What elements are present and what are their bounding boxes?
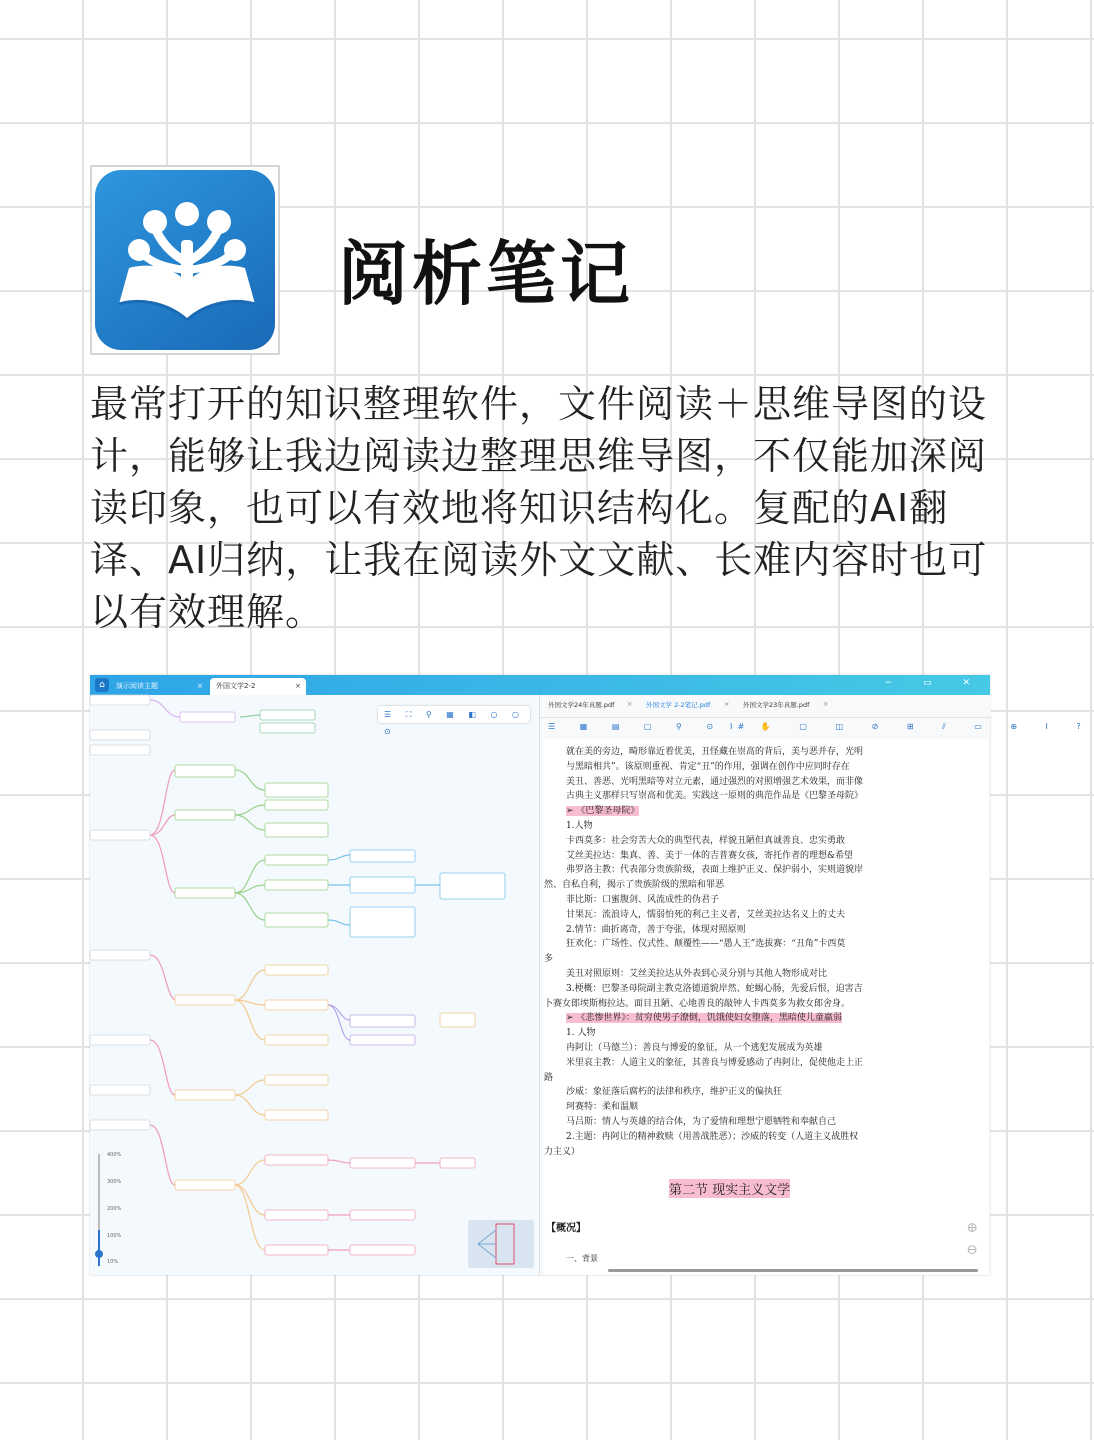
minimap-preview [468,1220,534,1268]
page-nav-icon[interactable]: ⊕ ⊖ [966,1220,978,1258]
pdf-text-line: 沙威：象征落后腐朽的法律和秩序，维护正义的偏执狂 [566,1087,783,1098]
close-icon[interactable]: × [197,682,203,690]
pdf-text-line: 米里哀主教：人道主义的象征，其善良与博爱感动了冉阿让，促使他走上正 [566,1057,864,1068]
app-logo [90,165,280,355]
pdf-text-line: 艾丝美拉达：集真、善、美于一体的吉普赛女孩，寄托作者的理想&希望 [566,850,854,861]
home-icon[interactable]: ⌂ [95,678,109,692]
pdf-text-line: 卜赛女郎埃斯梅拉达。面目丑陋、心地善良的敲钟人卡西莫多为救女郎舍身。 [544,998,851,1009]
zoom-label: 300% [107,1179,122,1185]
zoom-fill [98,1230,100,1266]
pdf-text-line: 2.主题：冉阿让的精神救赎（用善战胜恶）；沙威的转变（人道主义战胜权 [566,1131,859,1142]
pdf-text-line: 力主义） [544,1146,581,1157]
tab-literature[interactable] [210,678,306,695]
tab-label: 演示阅读主题 [116,682,158,690]
pdf-text-line: 美丑对照原则：艾丝美拉达从外表到心灵分别与其他人物形成对比 [566,969,828,979]
pdf-text-line: 卡西莫多：社会穷苦大众的典型代表，样貌丑陋但真诚善良、忠实勇敢 [566,835,846,846]
pdf-page [544,739,988,1275]
pdf-text-line: 与黑暗相共”。该原则重视、肯定“丑”的作用，强调在创作中应同时存在 [566,761,850,772]
window-controls[interactable]: − ▭ ✕ [884,678,984,688]
pdf-toolbar[interactable]: ☰ ▦ ▤ ▢ ⚲ ⊙ # [548,722,756,731]
pdf-text-line: 菲比斯：口蜜腹剑、风流成性的伪君子 [566,895,720,905]
pdf-text-line: 古典主义那样只写崇高和优美。实践这一原则的典范作品是《巴黎圣母院》 [566,791,864,802]
pdf-text-line: ➢ 《巴黎圣母院》 [566,806,640,817]
pdf-text-line: ➢ 《悲惨世界》：贫穷使男子潦倒，饥饿使妇女堕落，黑暗使儿童羸弱 [566,1013,842,1024]
section-heading: 第二节 现实主义文学 [669,1179,790,1198]
close-icon[interactable]: × [295,682,301,690]
horizontal-scrollbar[interactable] [608,1269,978,1272]
close-icon[interactable]: × [627,700,633,708]
pdf-text-line: 路 [544,1072,554,1083]
overview-heading: 【概况】 [546,1223,586,1234]
pdf-toolbar-right[interactable]: I ✋ ▢ ◫ ⊘ ⊞ ⫽ ▭ ⊕ I ? [730,722,1094,731]
pdf-text-line: 狂欢化：广场性、仪式性、颠覆性——“愚人王”选拔赛：“丑角”卡西莫 [566,939,846,950]
pdf-text-line: 然、自私自利，揭示了贵族阶级的黑暗和罪恶 [544,880,725,891]
pdf-text-line: 珂赛特：柔和温顺 [566,1102,639,1113]
app-title: 阅析笔记 [338,233,634,315]
mindmap-graph [90,695,539,1275]
pdf-text-line: 美丑、善恶、光明黑暗等对立元素，通过强烈的对照增强艺术效果，而非像 [566,776,864,787]
zoom-label: 10% [107,1259,119,1265]
window-titlebar [90,675,990,695]
close-icon[interactable]: × [724,700,730,708]
pdf-text-line: 冉阿让（马德兰）：善良与博爱的象征，从一个逃犯发展成为英雄 [566,1043,823,1053]
pdf-text-line: 2.情节：曲折离奇，善于夸张，体现对照原则 [566,924,746,935]
zoom-slider[interactable] [94,1150,134,1275]
mindmap-canvas[interactable] [90,695,539,1275]
pdf-text-line: 多 [544,954,554,965]
pdf-text-line: 甘果瓦：流浪诗人，懦弱怕死的利己主义者，艾丝美拉达名义上的丈夫 [566,909,846,920]
pdf-text-line: 弗罗洛主教：代表部分贵族阶级，表面上维护正义、保护弱小，实则道貌岸 [566,865,864,876]
app-description: 最常打开的知识整理软件，文件阅读＋思维导图的设计，能够让我边阅读边整理思维导图，不仅能加深阅读印象，也可以有效地将知识结构化。复配的AI翻译、AI归纳，让我在阅读外文文献、长难内容时也可以有效理解。 [90,382,988,634]
pdf-text-line: 3.梗概：巴黎圣母院副主教克洛德道貌岸然、蛇蝎心肠，先爱后恨，迫害吉 [566,983,863,994]
pdf-text-line: 就在美的旁边，畸形靠近着优美，丑怪藏在崇高的背后，美与恶并存，光明 [566,747,864,757]
tab-label: 外国文学2-2 [216,682,256,690]
pdf-tab-active[interactable]: 外国文学 2-2笔记.pdf [646,701,711,709]
close-icon[interactable]: × [823,700,829,708]
pdf-text-line: 1.人物 [566,821,593,831]
zoom-label: 200% [107,1206,122,1212]
pdf-reader[interactable] [539,695,1094,1275]
app-icon [95,170,275,350]
overview-subheading: 一、背景 [566,1254,598,1263]
pdf-text-line: 1. 人物 [566,1028,596,1039]
book-tree-icon [95,170,279,354]
pdf-text-line: 马吕斯：情人与英雄的结合体，为了爱情和理想宁愿牺牲和奉献自己 [566,1117,837,1127]
app-screenshot [90,675,1094,1275]
zoom-label: 400% [107,1152,122,1158]
minimap[interactable] [468,1220,534,1268]
pdf-tab[interactable]: 外国文学24年真题.pdf [548,701,615,709]
mindmap-toolbar[interactable]: ☰ ⛶ ⚲ ▦ ◧ ○ ○ ⊙ [378,706,530,723]
tab-demo[interactable] [112,678,208,695]
pdf-tab-bar [540,695,991,718]
pdf-tab[interactable]: 外国文学23年真题.pdf [743,701,810,709]
zoom-handle[interactable] [95,1250,103,1258]
zoom-label: 100% [107,1233,122,1239]
